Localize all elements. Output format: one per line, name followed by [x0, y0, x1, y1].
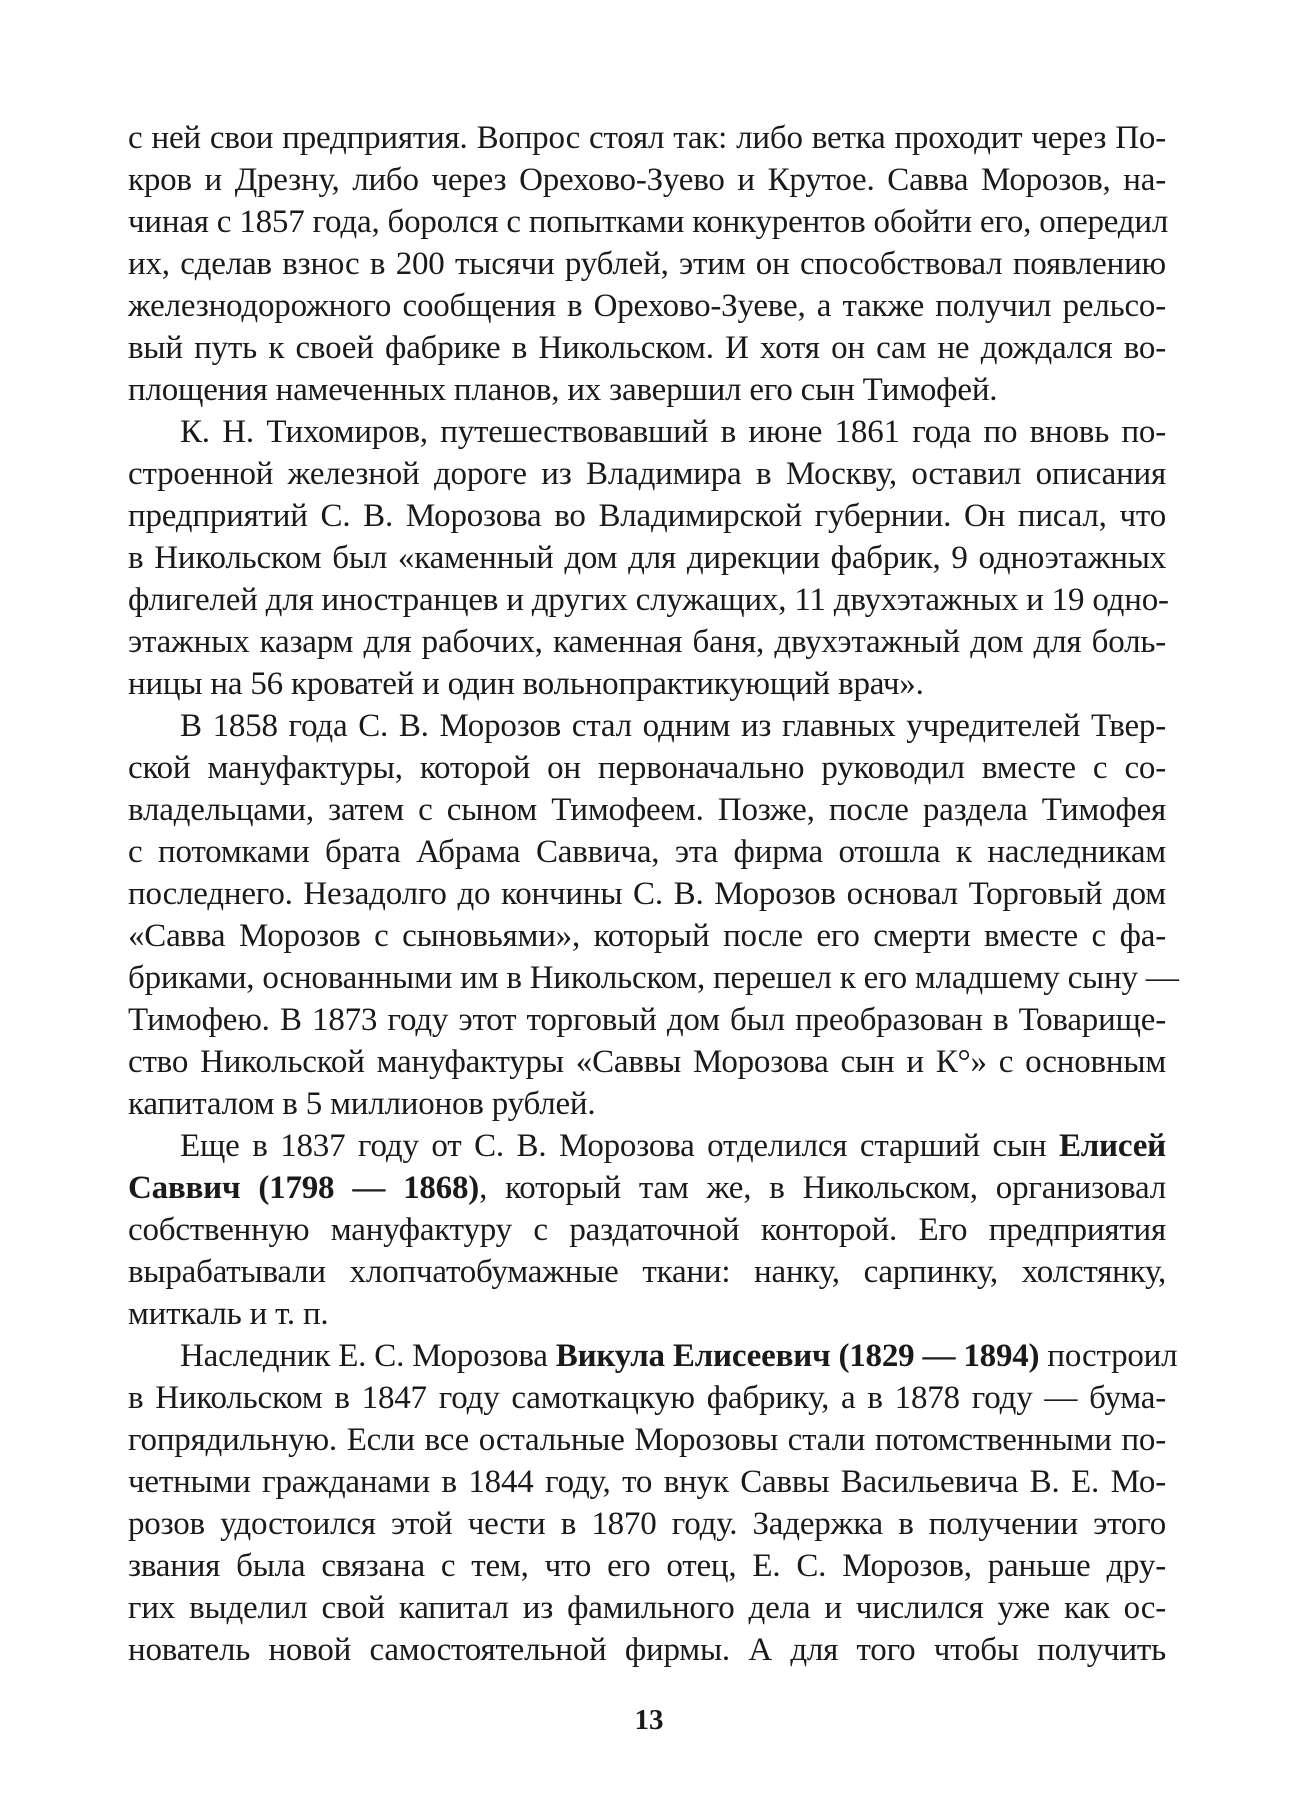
text-segment: розов удостоился этой чести в 1870 году. Задержка в получении этого — [128, 1506, 1166, 1542]
text-segment: Наследник Е. С. Морозова — [180, 1338, 556, 1374]
text-segment: чиная с 1857 года, боролся с попытками конкурентов обойти его, опередил — [128, 204, 1169, 240]
text-segment: Тимофею. В 1873 году этот торговый дом был преобразован в Товарище- — [128, 1002, 1166, 1038]
text-segment: В 1858 года С. В. Морозов стал одним из главных учредителей Твер- — [180, 708, 1166, 744]
text-column — [128, 117, 1179, 1671]
text-segment: этажных казарм для рабочих, каменная баня, двухэтажный дом для боль- — [128, 624, 1166, 660]
text-line — [128, 1377, 1166, 1419]
text-segment: , который там же, в Никольском, организовал — [479, 1170, 1166, 1206]
paragraph — [128, 1125, 1166, 1335]
text-line — [128, 1083, 1166, 1125]
text-segment: Еще в 1837 году от С. В. Морозова отделился старший сын — [180, 1128, 1059, 1164]
text-segment: звания была связана с тем, что его отец, Е. С. Морозов, раньше дру- — [128, 1548, 1166, 1584]
paragraph — [128, 117, 1169, 411]
text-line — [128, 327, 1166, 369]
text-segment: бриками, основанными им в Никольском, перешел к его младшему сыну — — [128, 960, 1179, 996]
text-segment: с ней свои предприятия. Вопрос стоял так: либо ветка проходит через По- — [128, 120, 1166, 156]
bold-text: Саввич (1798 — 1868) — [128, 1170, 480, 1206]
text-segment: ство Никольской мануфактуры «Саввы Морозова сын и К°» с основным — [128, 1044, 1166, 1080]
text-line — [128, 621, 1166, 663]
text-line — [128, 1629, 1166, 1671]
text-line — [128, 957, 1179, 999]
text-line — [128, 831, 1166, 873]
text-line — [128, 453, 1166, 495]
text-segment: их, сделав взнос в 200 тысячи рублей, этим он способствовал появлению — [128, 246, 1166, 282]
text-line — [128, 1503, 1166, 1545]
text-line — [128, 915, 1166, 957]
text-line — [128, 579, 1169, 621]
text-line — [128, 117, 1166, 159]
text-line — [128, 285, 1166, 327]
text-segment: миткаль и т. п. — [128, 1296, 329, 1332]
text-line — [128, 1461, 1166, 1503]
text-segment: гих выделил свой капитал из фамильного дела и числился уже как ос- — [128, 1590, 1166, 1626]
paragraph — [128, 1335, 1178, 1671]
text-line — [128, 1167, 1166, 1209]
text-line — [128, 1545, 1166, 1587]
text-line — [128, 789, 1166, 831]
paragraph — [128, 411, 1169, 705]
text-segment: К. Н. Тихомиров, путешествовавший в июне 1861 года по вновь по- — [180, 414, 1166, 450]
text-segment: гопрядильную. Если все остальные Морозовы стали потомственными по- — [128, 1422, 1166, 1458]
text-segment: кров и Дрезну, либо через Орехово-Зуево и Крутое. Савва Морозов, на- — [128, 162, 1166, 198]
text-segment: нователь новой самостоятельной фирмы. А для того чтобы получить — [128, 1632, 1166, 1668]
text-segment: вырабатывали хлопчатобумажные ткани: нанку, сарпинку, холстянку, — [128, 1254, 1166, 1290]
text-segment: строенной железной дороге из Владимира в Москву, оставил описания — [128, 456, 1166, 492]
text-segment: ницы на 56 кроватей и один вольнопрактикующий врач». — [128, 666, 924, 702]
paragraph — [128, 705, 1179, 1125]
text-segment: ской мануфактуры, которой он первоначально руководил вместе с со- — [128, 750, 1166, 786]
text-segment: железнодорожного сообщения в Орехово-Зуеве, а также получил рельсо- — [128, 288, 1166, 324]
text-line — [128, 411, 1166, 453]
text-segment: с потомками брата Абрама Саввича, эта фирма отошла к наследникам — [128, 834, 1166, 870]
text-segment: владельцами, затем с сыном Тимофеем. Позже, после раздела Тимофея — [128, 792, 1166, 828]
text-segment: в Никольском был «каменный дом для дирекции фабрик, 9 одноэтажных — [128, 540, 1166, 576]
text-line — [128, 1125, 1166, 1167]
text-line — [128, 663, 1166, 705]
bold-text: Викула Елисеевич (1829 — 1894) — [555, 1338, 1040, 1374]
text-line — [128, 1587, 1166, 1629]
text-line — [128, 1293, 1166, 1335]
text-line — [128, 1041, 1166, 1083]
text-segment: флигелей для иностранцев и других служащих, 11 двухэтажных и 19 одно- — [128, 582, 1169, 618]
text-line — [128, 1335, 1178, 1377]
text-line — [128, 1209, 1166, 1251]
text-segment: последнего. Незадолго до кончины С. В. Морозов основал Торговый дом — [128, 876, 1166, 912]
text-segment: капиталом в 5 миллионов рублей. — [128, 1086, 596, 1122]
text-line — [128, 999, 1166, 1041]
text-segment: вый путь к своей фабрике в Никольском. И хотя он сам не дождался во- — [128, 330, 1166, 366]
text-line — [128, 495, 1166, 537]
text-line — [128, 537, 1166, 579]
text-line — [128, 873, 1166, 915]
text-segment: площения намеченных планов, их завершил его сын Тимофей. — [128, 372, 998, 408]
text-segment: «Савва Морозов с сыновьями», который после его смерти вместе с фа- — [128, 918, 1166, 954]
text-line — [128, 243, 1166, 285]
bold-text: Елисей — [1058, 1128, 1166, 1164]
text-line — [128, 705, 1166, 747]
text-line — [128, 159, 1166, 201]
text-segment: предприятий С. В. Морозова во Владимирской губернии. Он писал, что — [128, 498, 1166, 534]
text-line — [128, 747, 1166, 789]
page-number: 13 — [634, 1704, 664, 1736]
text-segment: в Никольском в 1847 году самоткацкую фабрику, а в 1878 году — бума- — [128, 1380, 1166, 1416]
text-segment: собственную мануфактуру с раздаточной конторой. Его предприятия — [128, 1212, 1166, 1248]
text-segment: построил — [1039, 1338, 1178, 1374]
text-line — [128, 201, 1169, 243]
text-line — [128, 369, 1166, 411]
text-segment: четными гражданами в 1844 году, то внук Саввы Васильевича В. Е. Мо- — [128, 1464, 1166, 1500]
text-line — [128, 1251, 1166, 1293]
text-line — [128, 1419, 1166, 1461]
